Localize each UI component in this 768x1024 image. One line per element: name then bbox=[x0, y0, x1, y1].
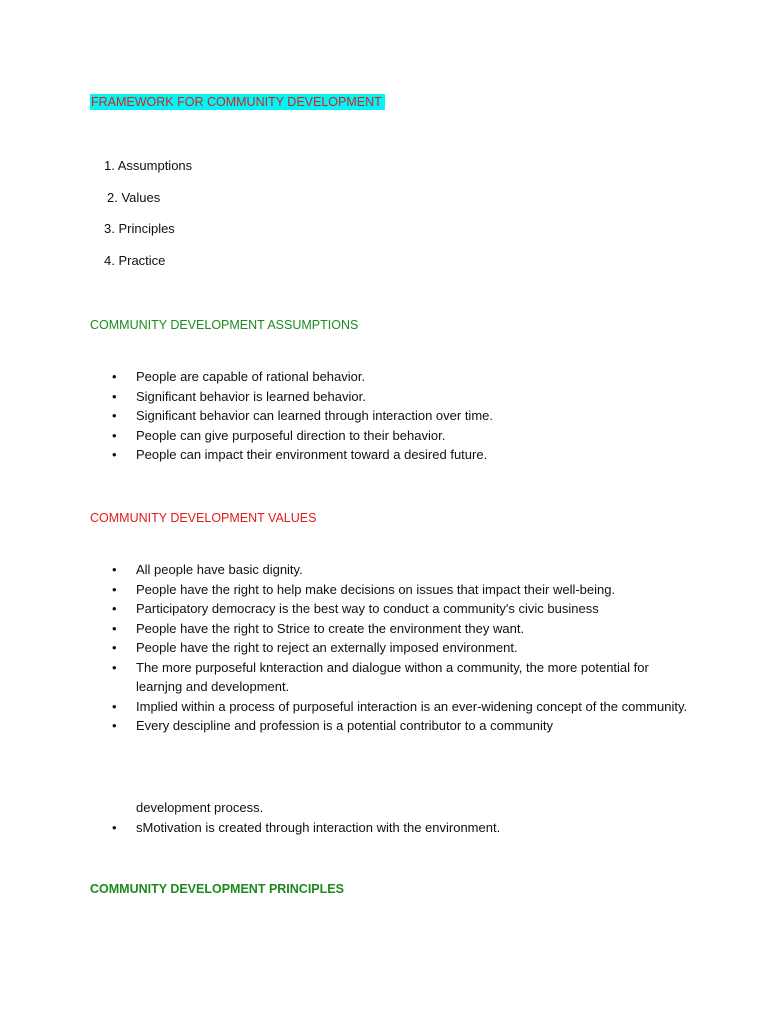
values-item-continuation: development process. bbox=[136, 800, 264, 815]
bullet-icon: • bbox=[112, 640, 117, 655]
list-item: • Participatory democracy is the best way to conduct a community's civic business bbox=[0, 599, 696, 619]
bullet-icon: • bbox=[112, 369, 117, 384]
list-item: • People have the right to help make decisions on issues that impact their well-being. bbox=[0, 580, 696, 600]
bullet-icon: • bbox=[112, 620, 117, 636]
framework-item-practice: 4. Practice bbox=[104, 253, 166, 268]
list-item: • Every descipline and profession is a potential contributor to a community bbox=[0, 716, 696, 736]
principles-heading: COMMUNITY DEVELOPMENT PRINCIPLES bbox=[90, 882, 344, 896]
assumptions-heading: COMMUNITY DEVELOPMENT ASSUMPTIONS bbox=[90, 318, 359, 332]
values-list bbox=[0, 560, 768, 736]
bullet-icon: • bbox=[112, 447, 117, 462]
bullet-icon: • bbox=[112, 581, 117, 597]
values-heading: COMMUNITY DEVELOPMENT VALUES bbox=[90, 511, 317, 525]
list-item: • People have the right to Strice to create the environment they want. bbox=[0, 619, 696, 639]
list-item: • People are capable of rational behavior. bbox=[0, 367, 696, 387]
bullet-icon: • bbox=[112, 820, 117, 835]
bullet-icon: • bbox=[112, 601, 117, 616]
bullet-icon: • bbox=[112, 718, 117, 733]
list-item: • Implied within a process of purposeful interaction is an ever-widening concept of the community. bbox=[0, 697, 696, 717]
framework-item-values: 2. Values bbox=[107, 190, 161, 205]
assumptions-list bbox=[0, 367, 768, 465]
list-item: • People can give purposeful direction to their behavior. bbox=[0, 426, 696, 446]
bullet-icon: • bbox=[112, 698, 117, 714]
list-item: • People have the right to reject an externally imposed environment. bbox=[0, 638, 696, 658]
bullet-icon: • bbox=[112, 427, 117, 443]
bullet-icon: • bbox=[112, 562, 117, 577]
values-list-continued bbox=[0, 818, 768, 838]
framework-item-assumptions: 1. Assumptions bbox=[104, 158, 193, 173]
framework-item-principles: 3. Principles bbox=[104, 221, 175, 236]
list-item: • The more purposeful knteraction and dialogue withon a community, the more potential for learnjng and development. bbox=[112, 659, 649, 694]
bullet-icon: • bbox=[112, 659, 117, 675]
list-item: • Significant behavior is learned behavior. bbox=[0, 387, 696, 407]
list-item: • Significant behavior can learned through interaction over time. bbox=[0, 406, 696, 426]
bullet-icon: • bbox=[112, 388, 117, 404]
list-item: • All people have basic dignity. bbox=[0, 560, 696, 580]
bullet-icon: • bbox=[112, 408, 117, 423]
document-title: FRAMEWORK FOR COMMUNITY DEVELOPMENT bbox=[90, 94, 385, 110]
list-item: • People can impact their environment toward a desired future. bbox=[0, 445, 696, 465]
list-item: • sMotivation is created through interaction with the environment. bbox=[0, 818, 696, 838]
